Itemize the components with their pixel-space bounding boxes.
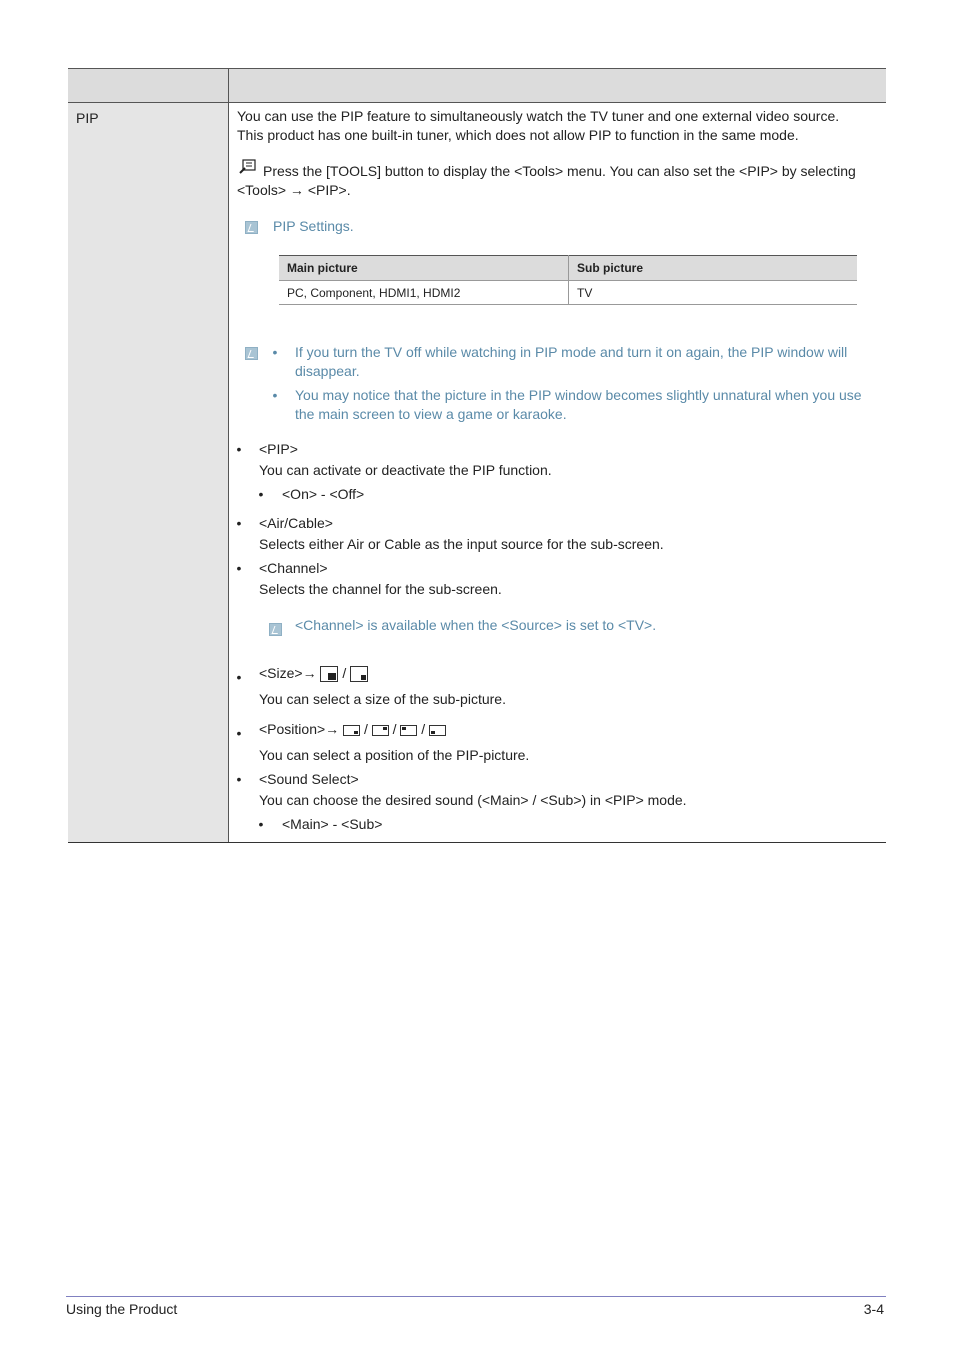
channel-title: <Channel> [259, 560, 328, 576]
position-top-left-icon [400, 725, 417, 736]
channel-note: <Channel> is available when the <Source> is set to <TV>. [295, 617, 657, 633]
tools-line-2: <Tools> → <PIP>. [237, 182, 351, 198]
pip-table [68, 68, 886, 843]
position-separator: / [363, 721, 368, 737]
pip-item-desc: You can activate or deactivate the PIP function. [259, 462, 552, 478]
size-line [259, 664, 368, 683]
position-desc: You can select a position of the PIP-picture. [259, 747, 530, 763]
list-bullet: • [236, 515, 242, 531]
note-1-line-2: disappear. [295, 363, 360, 379]
size-title: <Size>→ [259, 665, 317, 681]
footer-divider [66, 1296, 886, 1297]
settings-table [279, 255, 857, 305]
tools-line-1: Press the [TOOLS] button to display the <Tools> menu. You can also set the <PIP> by selecting [263, 163, 856, 179]
row-label: PIP [76, 110, 99, 126]
note-icon [245, 221, 258, 234]
list-bullet: • [236, 725, 242, 741]
note-2-line-1: You may notice that the picture in the PIP window becomes slightly unnatural when you use [295, 387, 862, 403]
list-bullet: • [236, 560, 242, 576]
size-large-icon [320, 666, 338, 682]
position-title: <Position>→ [259, 721, 340, 737]
position-bottom-left-icon [429, 725, 446, 736]
position-line [259, 720, 446, 739]
footer-section-title: Using the Product [66, 1301, 178, 1317]
list-bullet: • [236, 669, 242, 685]
sound-sub: <Main> - <Sub> [282, 816, 383, 832]
cell-sub-picture: TV [569, 281, 858, 305]
note-icon [245, 347, 258, 360]
list-bullet: • [236, 771, 242, 787]
list-bullet: • [258, 816, 264, 832]
sound-desc: You can choose the desired sound (<Main> / <Sub>) in <PIP> mode. [259, 792, 687, 808]
settings-table-header [279, 256, 857, 281]
intro-line-1: You can use the PIP feature to simultaneously watch the TV tuner and one external video source. [237, 108, 840, 124]
row-label-cell [68, 103, 229, 842]
table-row [279, 281, 857, 305]
header-divider [228, 69, 229, 104]
cell-main-picture: PC, Component, HDMI1, HDMI2 [279, 281, 569, 305]
note-icon [269, 623, 282, 636]
pip-item-title: <PIP> [259, 441, 298, 457]
note-bullet: • [272, 387, 278, 403]
intro-line-2: This product has one built-in tuner, which does not allow PIP to function in the same mode. [237, 127, 799, 143]
pip-settings-label: PIP Settings. [273, 218, 354, 234]
pip-item-sub: <On> - <Off> [282, 486, 365, 502]
header-main-picture: Main picture [279, 256, 569, 281]
footer-page-number: 3-4 [863, 1301, 884, 1317]
position-bottom-right-icon [343, 725, 360, 736]
row-content-cell [229, 103, 886, 842]
air-cable-title: <Air/Cable> [259, 515, 333, 531]
size-desc: You can select a size of the sub-picture. [259, 691, 506, 707]
note-bullet: • [272, 344, 278, 360]
tools-icon [239, 159, 257, 174]
note-1-line-1: If you turn the TV off while watching in PIP mode and turn it on again, the PIP window will [295, 344, 848, 360]
size-small-icon [350, 666, 368, 682]
position-separator: / [421, 721, 426, 737]
channel-desc: Selects the channel for the sub-screen. [259, 581, 502, 597]
air-cable-desc: Selects either Air or Cable as the input source for the sub-screen. [259, 536, 664, 552]
list-bullet: • [236, 441, 242, 457]
sound-title: <Sound Select> [259, 771, 359, 787]
list-bullet: • [258, 486, 264, 502]
size-separator: / [342, 665, 347, 681]
table-header-row [68, 68, 886, 103]
position-top-right-icon [372, 725, 389, 736]
header-sub-picture: Sub picture [569, 256, 858, 281]
position-separator: / [392, 721, 397, 737]
note-2-line-2: the main screen to view a game or karaoke. [295, 406, 567, 422]
